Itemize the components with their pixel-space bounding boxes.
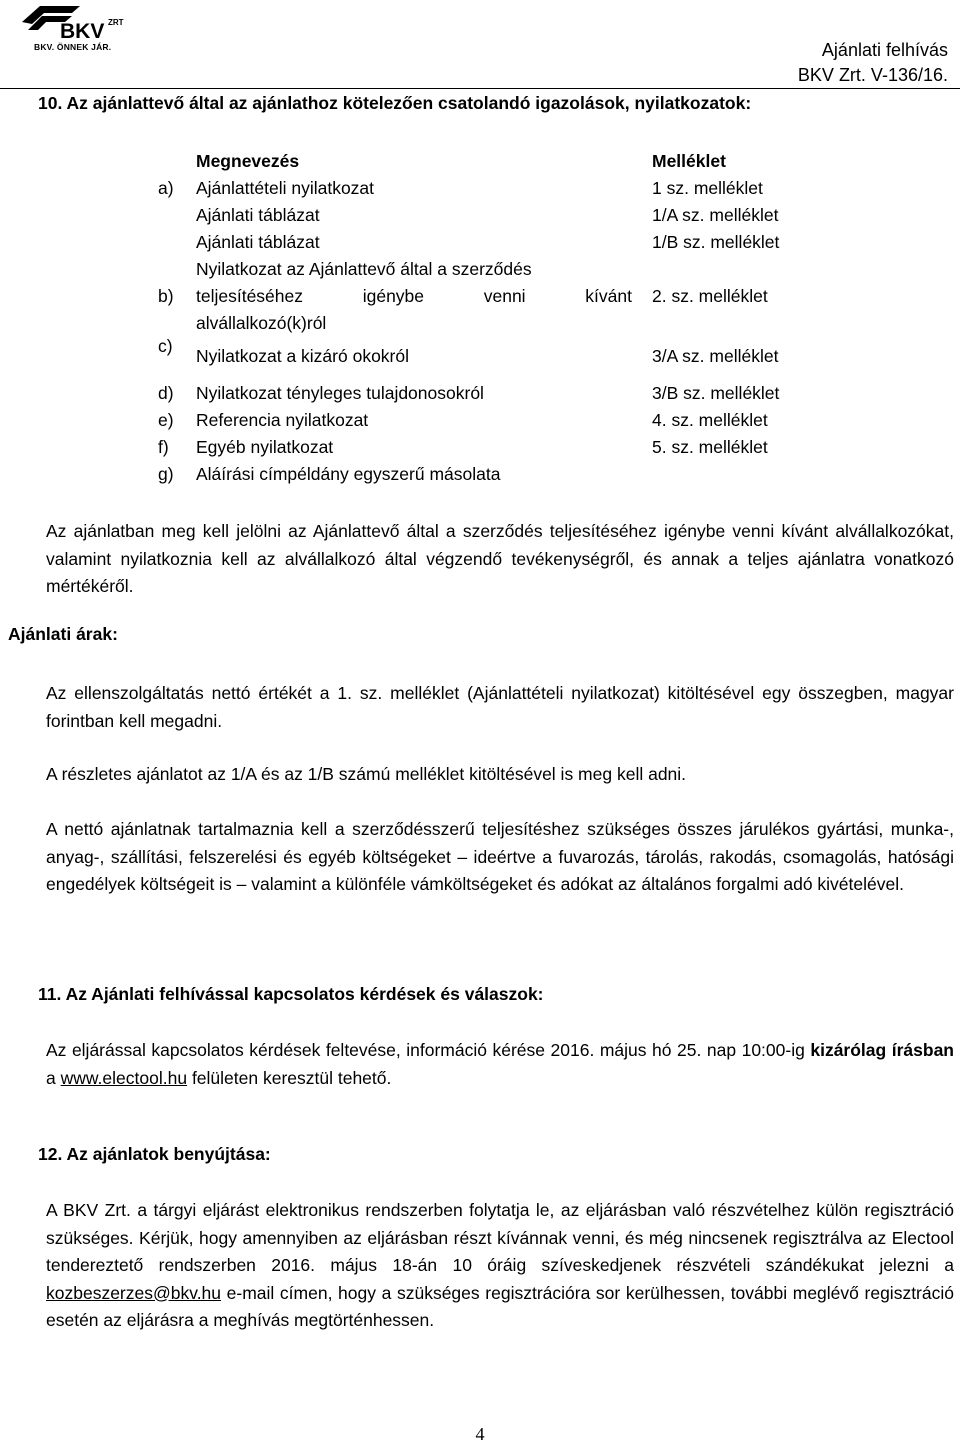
section-12-text-end: e-mail címen, hogy a szükséges regisztrációra sor kerülhessen, további meglévő regisztráció esetén az eljárásra a meghívás megtörténhessen. <box>46 1282 954 1330</box>
prices-heading: Ajánlati árak: <box>8 624 118 644</box>
column-header-name: Megnevezés <box>196 151 300 171</box>
word: kívánt <box>585 286 632 306</box>
row-label: g) <box>158 464 174 484</box>
word: teljesítéséhez <box>196 286 304 306</box>
row-label: f) <box>158 437 169 457</box>
row-label: b) <box>158 286 174 306</box>
row-label: a) <box>158 178 174 198</box>
table-row <box>0 434 960 461</box>
row-name: Aláírási címpéldány egyszerű másolata <box>196 464 501 484</box>
subcontractor-note: Az ajánlatban meg kell jelölni az Ajánlattevő által a szerződés teljesítéséhez igénybe venni kívánt alvállalkozókat, valamint nyilatkoznia kell az alvállalkozó által végzendő tevékenységről, és annak a teljes ajánlatra vonatkozó mértékéről. <box>46 521 954 596</box>
word: igénybe <box>362 286 425 306</box>
word: venni <box>483 286 526 306</box>
table-header-row <box>0 148 960 175</box>
row-label: d) <box>158 383 174 403</box>
section-12-heading: 12. Az ajánlatok benyújtása: <box>38 1144 271 1164</box>
row-attachment: 2. sz. melléklet <box>652 286 768 306</box>
section-10-heading: 10. Az ajánlattevő által az ajánlathoz kötelezően csatolandó igazolások, nyilatkozatok: <box>38 93 752 113</box>
section-11-text-mid: a <box>46 1067 61 1088</box>
row-label: c) <box>158 336 173 356</box>
row-attachment: 1/B sz. melléklet <box>652 232 780 252</box>
prices-paragraph-1: Az ellenszolgáltatás nettó értékét a 1. sz. melléklet (Ajánlattételi nyilatkozat) kitöltésével egy összegben, magyar forintban kell megadni. <box>46 683 954 731</box>
row-attachment: 4. sz. melléklet <box>652 410 768 430</box>
row-attachment: 1 sz. melléklet <box>652 178 763 198</box>
column-header-attachment: Melléklet <box>652 151 726 171</box>
table-row <box>0 256 960 283</box>
table-row <box>0 461 960 488</box>
row-attachment: 1/A sz. melléklet <box>652 205 779 225</box>
document-title: Ajánlati felhívás <box>821 40 948 60</box>
table-row <box>0 229 960 256</box>
bkv-logo-mark <box>20 2 128 44</box>
section-12-paragraph <box>46 1197 954 1335</box>
logo-superscript: ZRT <box>108 18 124 27</box>
row-name: Nyilatkozat tényleges tulajdonosokról <box>196 383 484 403</box>
document-header <box>798 38 948 88</box>
table-row <box>0 336 960 366</box>
email-link[interactable]: kozbeszerzes@bkv.hu <box>46 1282 222 1303</box>
row-name-line-1: Nyilatkozat az Ajánlattevő által a szerződés <box>196 259 532 279</box>
row-name: Ajánlati táblázat <box>196 205 320 225</box>
bkv-logo <box>20 2 128 54</box>
section-11-text-end: felületen keresztül tehető. <box>187 1067 392 1088</box>
section-11-text: Az eljárással kapcsolatos kérdések feltevése, információ kérése 2016. május hó 25. nap 10:00-ig <box>46 1040 811 1060</box>
table-row <box>0 380 960 407</box>
table-row <box>0 407 960 434</box>
logo-brand: BKV <box>60 20 105 43</box>
section-11-bold: kizárólag írásban <box>810 1040 954 1060</box>
row-name-line-2 <box>196 283 632 310</box>
row-name: Ajánlattételi nyilatkozat <box>196 178 375 198</box>
row-attachment: 3/B sz. melléklet <box>652 383 780 403</box>
table-row <box>0 175 960 202</box>
row-name: Egyéb nyilatkozat <box>196 437 334 457</box>
document-reference: BKV Zrt. V-136/16. <box>797 65 948 85</box>
row-name-line-3: alvállalkozó(k)ról <box>196 313 327 333</box>
table-row <box>0 310 960 337</box>
table-row <box>0 283 960 310</box>
table-row <box>0 202 960 229</box>
section-11-heading: 11. Az Ajánlati felhívással kapcsolatos kérdések és válaszok: <box>38 984 544 1004</box>
logo-tagline: BKV. ÖNNEK JÁR. <box>34 42 112 52</box>
prices-paragraph-3: A nettó ajánlatnak tartalmaznia kell a szerződésszerű teljesítéshez szükséges összes járulékos gyártási, munka-, anyag-, szállítási, felszerelési és egyéb költségeket – ideértve a fuvarozás, tárolás, rakodás, csomagolás, hatósági engedélyek költségeit is – valamint a különféle vámköltségeket és adókat az általános forgalmi adó kivételével. <box>46 819 954 894</box>
section-11-paragraph <box>46 1037 954 1092</box>
row-name: Ajánlati táblázat <box>196 232 320 252</box>
row-attachment: 5. sz. melléklet <box>652 437 768 457</box>
row-name: Nyilatkozat a kizáró okokról <box>196 346 409 366</box>
row-name: Referencia nyilatkozat <box>196 410 369 430</box>
header-divider <box>0 88 960 89</box>
row-attachment: 3/A sz. melléklet <box>652 346 779 366</box>
prices-paragraph-2: A részletes ajánlatot az 1/A és az 1/B számú melléklet kitöltésével is meg kell adni. <box>46 764 687 784</box>
section-12-text: A BKV Zrt. a tárgyi eljárást elektronikus rendszerben folytatja le, az eljárásban való részvételhez külön regisztráció szükséges. Kérjük, hogy amennyiben az eljárásban részt kívánnak venni, és még nincsenek regisztrálva az Electool tendereztető rendszerben 2016. május 18-án 10 óráig szíveskedjenek részvételi szándékukat jelezni a <box>46 1200 954 1275</box>
electool-link[interactable]: www.electool.hu <box>60 1067 188 1088</box>
page-number: 4 <box>475 1424 485 1444</box>
row-label: e) <box>158 410 174 430</box>
